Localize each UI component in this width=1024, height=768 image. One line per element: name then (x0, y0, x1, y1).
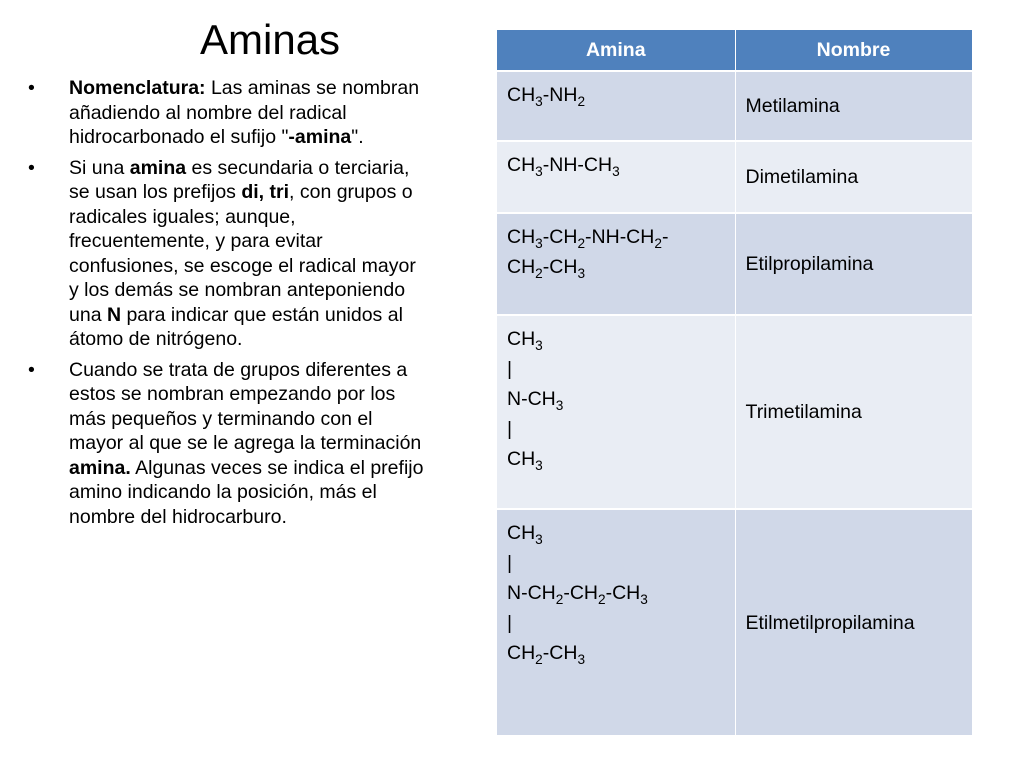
table-header-row (497, 30, 972, 71)
subscript: 3 (555, 397, 564, 413)
formula-text: | (507, 612, 513, 634)
formula-line (507, 80, 725, 110)
text: Cuando se trata de grupos diferentes a estos se nombran empezando por los más pequeños y terminando con el mayor al que se le agrega la terminación (69, 358, 422, 454)
amine-formula (497, 213, 735, 315)
formula-line (507, 252, 725, 282)
formula-text: -CH (563, 582, 599, 604)
subscript: 2 (535, 651, 543, 667)
formula-text: CH (507, 642, 536, 664)
formula-text: CH (507, 256, 536, 278)
amine-name: Etilpropilamina (735, 213, 972, 315)
subscript: 2 (577, 93, 586, 109)
table-row (497, 141, 972, 213)
text: Si una (69, 156, 130, 179)
formula-text: | (507, 552, 513, 574)
formula-text: CH (507, 328, 536, 350)
subscript: 3 (535, 531, 543, 547)
bullet-item (24, 156, 424, 352)
subscript: 3 (577, 651, 586, 667)
table-row (497, 509, 972, 735)
formula-text: -NH-CH (585, 226, 655, 248)
formula-line (507, 324, 725, 354)
amine-table (497, 30, 973, 735)
formula-line (507, 150, 725, 180)
amine-name: Etilmetilpropilamina (735, 509, 972, 735)
subscript: 2 (577, 235, 586, 251)
subscript: 3 (535, 235, 543, 251)
formula-line (507, 354, 725, 384)
formula-text: -CH (605, 582, 641, 604)
subscript: 3 (535, 93, 543, 109)
bold-text: N (106, 303, 122, 326)
bullet-list (24, 76, 424, 535)
table-row (497, 315, 972, 509)
bold-text: di, (241, 181, 265, 203)
amine-name: Metilamina (735, 71, 972, 141)
formula-line (507, 444, 725, 474)
formula-text: CH (507, 448, 536, 470)
amine-formula (497, 509, 735, 735)
subscript: 3 (535, 163, 543, 179)
formula-text: | (507, 418, 513, 440)
amine-name: Trimetilamina (735, 315, 972, 509)
table-row (497, 71, 972, 141)
subscript: 3 (640, 591, 648, 607)
formula-line (507, 518, 725, 548)
subscript: 2 (654, 235, 662, 251)
formula-text: -CH (542, 256, 578, 278)
bold-text: tri (269, 181, 290, 203)
subscript: 2 (598, 591, 606, 607)
formula-text: | (507, 358, 513, 380)
formula-line (507, 548, 725, 578)
text: Algunas veces se indica el prefijo amino indicando la posición, más el nombre del hidrocarburo. (69, 456, 424, 528)
subscript: 3 (535, 457, 543, 473)
slide-title: Aminas (200, 16, 341, 63)
subscript: 3 (612, 163, 620, 179)
table-row (497, 213, 972, 315)
text: ". (351, 126, 364, 148)
formula-text: CH (507, 522, 536, 544)
bullet-item (24, 76, 424, 150)
text: , con grupos o radicales iguales; aunque, frecuentemente, y para evitar confusiones, se escoge el radical mayor y los demás se nombran anteponiendo una (69, 181, 416, 326)
text: es secundaria o terciaria, se usan los prefijos (69, 156, 410, 203)
formula-text: N-CH (507, 388, 556, 410)
bold-text: amina. (69, 456, 131, 479)
bullet-item (24, 358, 424, 530)
formula-text: CH (507, 226, 536, 248)
formula-line (507, 638, 725, 668)
text: para indicar que están unidos al átomo de nitrógeno. (69, 303, 403, 350)
subscript: 3 (577, 265, 586, 281)
amine-formula (497, 71, 735, 141)
formula-line (507, 578, 725, 608)
subscript: 2 (555, 591, 564, 607)
formula-text: - (661, 226, 669, 248)
formula-text: -CH (542, 642, 578, 664)
amine-formula (497, 315, 735, 509)
subscript: 2 (535, 265, 543, 281)
formula-text: CH (507, 84, 536, 106)
text: Las aminas se nombran añadiendo al nombre del radical hidrocarbonado el sufijo " (69, 77, 420, 148)
formula-line (507, 608, 725, 638)
bold-text: -amina (288, 126, 352, 148)
amine-name: Dimetilamina (735, 141, 972, 213)
bold-text: Nomenclatura: (69, 77, 206, 99)
subscript: 3 (535, 337, 543, 353)
formula-text: CH (507, 154, 536, 176)
bold-text: amina (129, 156, 187, 179)
formula-line (507, 222, 725, 252)
formula-text: N-CH (507, 582, 556, 604)
formula-text: -NH-CH (542, 154, 613, 176)
formula-text: -CH (542, 226, 578, 248)
amine-formula (497, 141, 735, 213)
column-header-nombre: Nombre (735, 30, 972, 71)
formula-line (507, 414, 725, 444)
column-header-amina: Amina (497, 30, 735, 71)
formula-line (507, 384, 725, 414)
formula-text: -NH (542, 84, 578, 106)
